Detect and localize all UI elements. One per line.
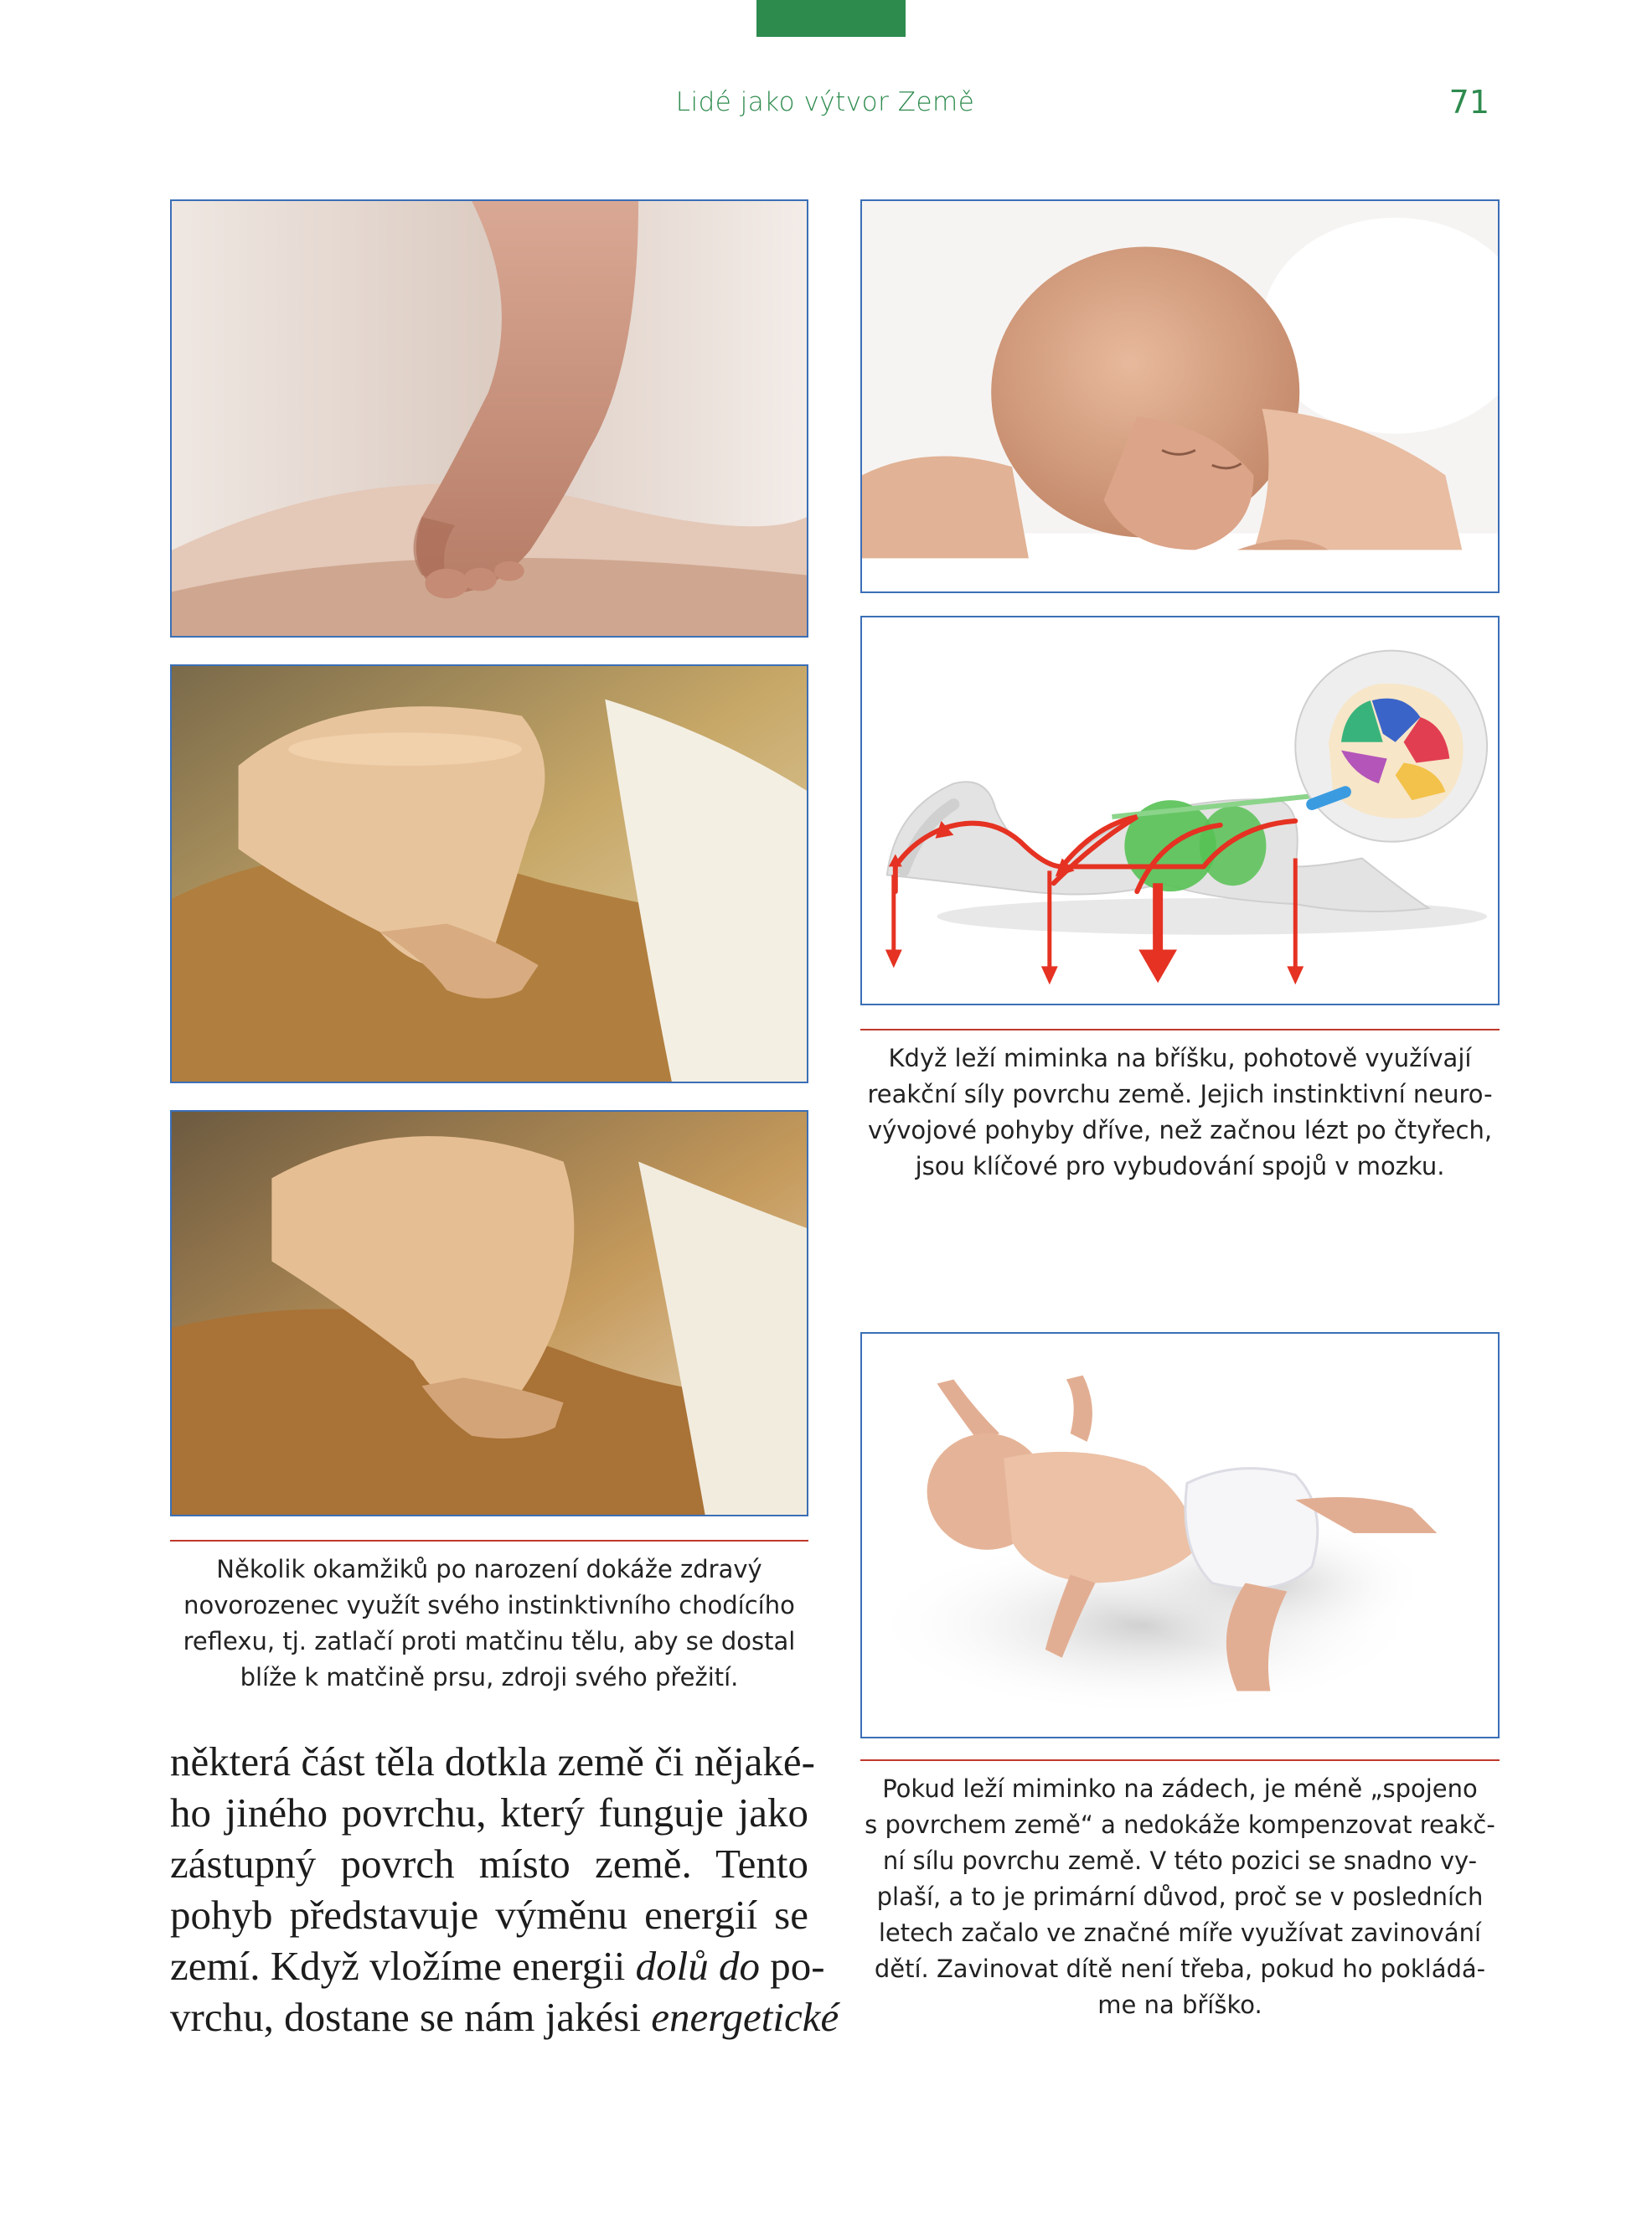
body-line: zástupný povrch místo země. Tento xyxy=(170,1841,808,1887)
body-line xyxy=(170,1991,839,2043)
caption-line: vývojové pohyby dříve, než začnou lézt po čtyřech, xyxy=(867,1116,1493,1144)
caption-line: Několik okamžiků po narození dokáže zdravý xyxy=(216,1555,762,1583)
reaction-force-diagram xyxy=(860,616,1500,1005)
newborn-foot-photo xyxy=(170,199,808,638)
caption-walking-reflex xyxy=(170,1552,808,1696)
caption-line: reakční síly povrchu země. Jejich instinktivní neuro- xyxy=(867,1080,1493,1108)
caption-tummy-time xyxy=(860,1041,1500,1185)
caption-line: ní sílu povrchu země. V této pozici se snadno vy- xyxy=(882,1846,1478,1875)
caption-line: blíže k matčině prsu, zdroji svého přežití. xyxy=(240,1663,739,1691)
body-fragment: vrchu, dostane se nám jakési xyxy=(170,1994,652,2040)
caption-line: Když leží miminka na bříšku, pohotově využívají xyxy=(888,1044,1472,1072)
baby-on-tummy-photo xyxy=(860,199,1500,593)
caption-line: s povrchem země“ a nedokáže kompenzovat reakč- xyxy=(865,1810,1495,1839)
caption-line: reflexu, tj. zatlačí proti matčinu tělu, aby se dostal xyxy=(183,1627,796,1655)
body-fragment: po- xyxy=(759,1943,825,1989)
body-text xyxy=(170,1736,839,2043)
page-number: 71 xyxy=(1448,84,1489,121)
body-emphasis: energetické xyxy=(651,1994,839,2040)
section-tab-marker xyxy=(756,0,906,37)
body-line: pohyb představuje výměnu energií se xyxy=(170,1892,808,1938)
caption-line: Pokud leží miminko na zádech, je méně „spojeno xyxy=(882,1774,1478,1803)
caption-back-lying xyxy=(860,1771,1500,2023)
running-head: Lidé jako výtvor Země xyxy=(675,87,975,117)
body-line: některá část těla dotkla země či nějaké- xyxy=(170,1738,815,1784)
baby-on-back-photo xyxy=(860,1332,1500,1738)
newborn-crawling-photo xyxy=(170,664,808,1083)
body-line xyxy=(170,1940,825,1991)
body-emphasis: dolů do xyxy=(635,1943,760,1989)
body-fragment: zemí. Když vložíme energii xyxy=(170,1943,636,1989)
caption-line: letech začalo ve značné míře využívat zavinování xyxy=(878,1919,1482,1947)
caption-line: jsou klíčové pro vybudování spojů v mozku. xyxy=(915,1152,1445,1180)
caption-rule xyxy=(170,1540,808,1542)
caption-line: novorozenec využít svého instinktivního chodícího xyxy=(183,1591,795,1619)
caption-line: me na bříško. xyxy=(1097,1991,1262,2019)
body-line: ho jiného povrchu, který funguje jako xyxy=(170,1790,808,1836)
caption-line: dětí. Zavinovat dítě není třeba, pokud ho pokládá- xyxy=(874,1955,1486,1983)
caption-rule xyxy=(860,1759,1500,1761)
newborn-pushing-photo xyxy=(170,1110,808,1516)
caption-line: plaší, a to je primární důvod, proč se v posledních xyxy=(876,1883,1484,1911)
caption-rule xyxy=(860,1029,1500,1030)
